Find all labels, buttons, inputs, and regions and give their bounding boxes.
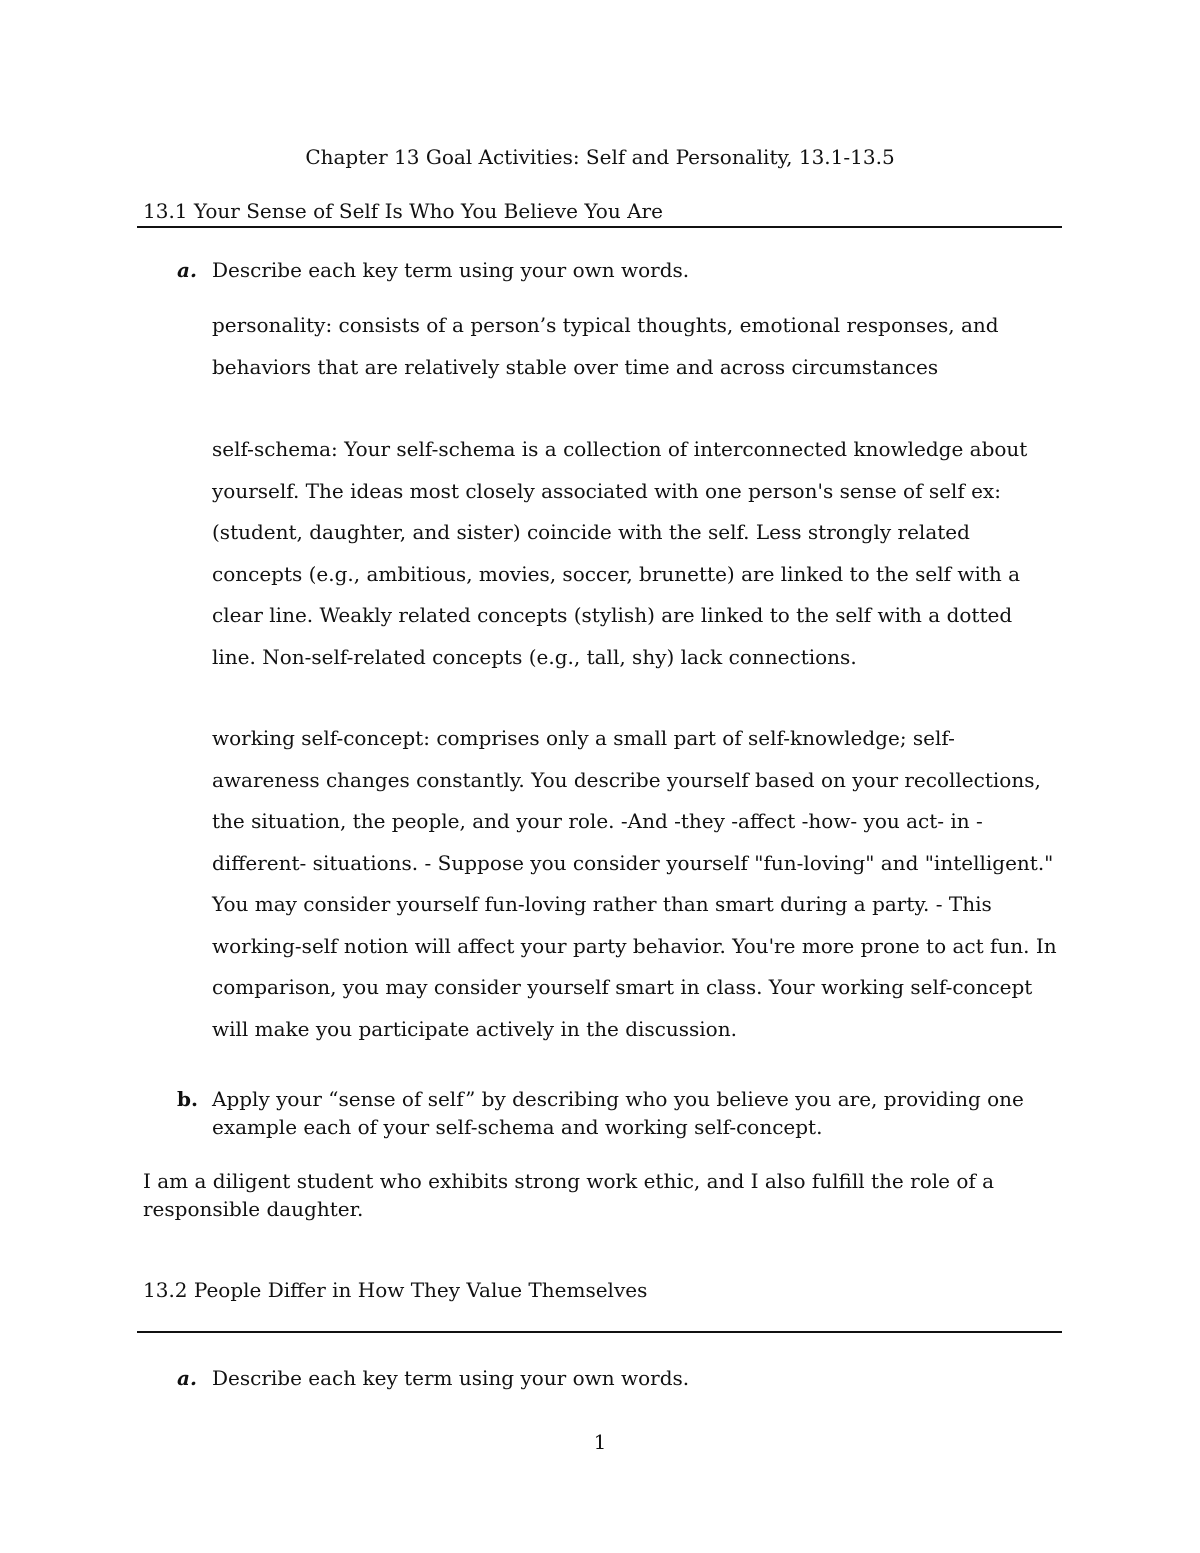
definition-working-self-concept: working self-concept: comprises only a small part of self-knowledge; self-awareness changes constantly. You describe yourself based on your recollections, the situation, the people, and your role. -And -they -affect -how- you act- in -different- situations. - Suppose you consider yourself "fun-loving" and "intelligent." You may consider yourself fun-loving rather than smart during a party. - This working-self notion will affect your party behavior. You're more prone to act fun. In comparison, you may consider yourself smart in class. Your working self-concept will make you participate actively in the discussion.: [212, 726, 1057, 1041]
item-prompt: Describe each key term using your own words.: [212, 1366, 690, 1390]
definition-self-schema: self-schema: Your self-schema is a collection of interconnected knowledge about yourself. The ideas most closely associated with one person's sense of self ex: (student, daughter, and sister) coincide with the self. Less strongly related concepts (e.g., ambitious, movies, soccer, brunette) are linked to the self with a clear line. Weakly related concepts (stylish) are linked to the self with a dotted line. Non-self-related concepts (e.g., tall, shy) lack connections.: [212, 437, 1028, 669]
document-title: Chapter 13 Goal Activities: Self and Personality, 13.1-13.5: [305, 145, 895, 169]
section-divider: [137, 1331, 1062, 1333]
student-answer: I am a diligent student who exhibits strong work ethic, and I also fulfill the role of a responsible daughter.: [143, 1169, 995, 1221]
item-prompt: Describe each key term using your own words.: [212, 258, 690, 282]
item-prompt: Apply your “sense of self” by describing who you believe you are, providing one example each of your self-schema and working self-concept.: [212, 1087, 1024, 1139]
page-number: 1: [593, 1430, 607, 1454]
item-marker: a.: [177, 1366, 197, 1390]
item-marker: a.: [177, 258, 197, 282]
definition-personality: personality: consists of a person’s typical thoughts, emotional responses, and behaviors that are relatively stable over time and across circumstances: [212, 313, 999, 379]
section-heading-13-2: 13.2 People Differ in How They Value Themselves: [143, 1278, 648, 1302]
section-divider: [137, 226, 1062, 228]
item-marker: b.: [177, 1087, 198, 1111]
section-heading-13-1: 13.1 Your Sense of Self Is Who You Believe You Are: [143, 199, 663, 223]
